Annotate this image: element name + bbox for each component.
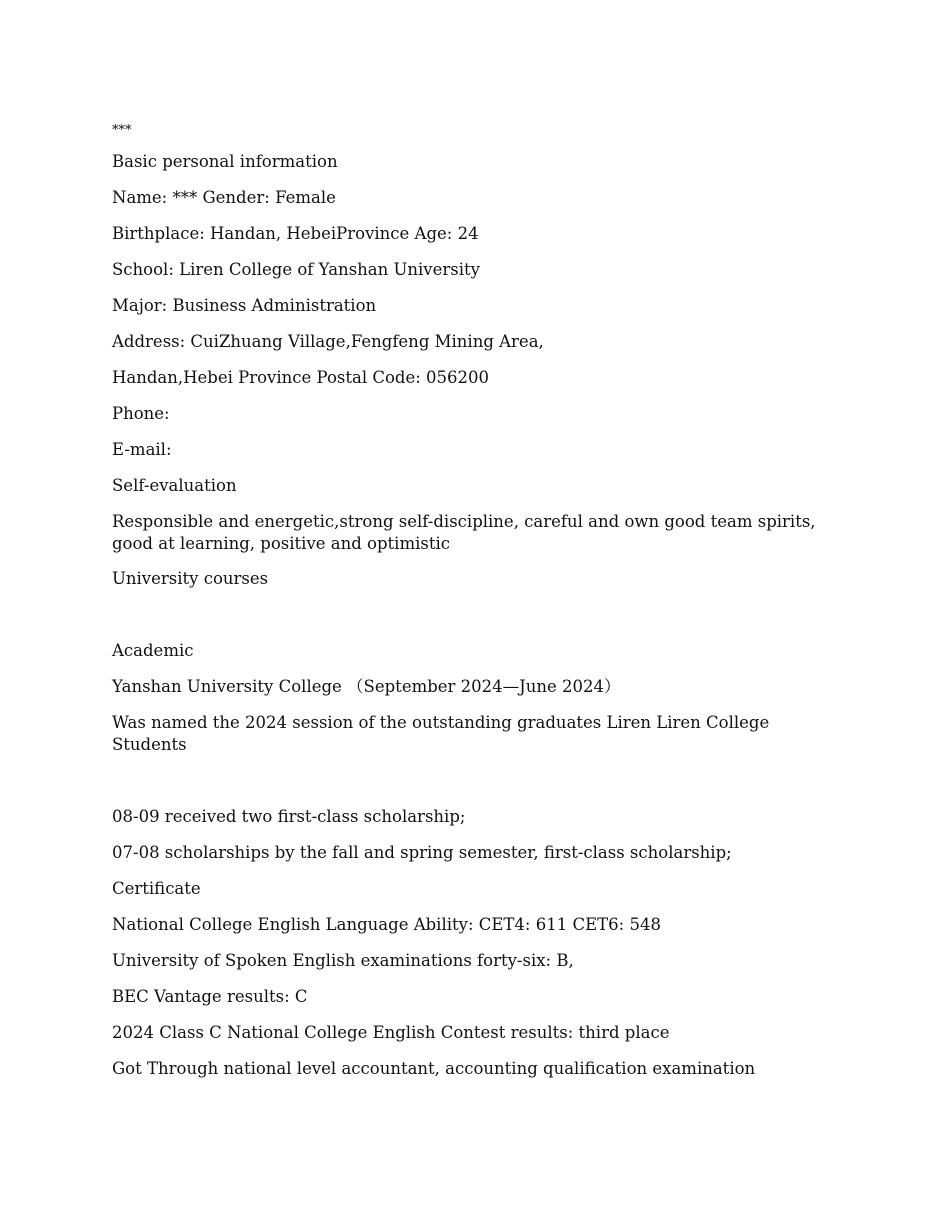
honor-line: Was named the 2024 session of the outstanding graduates Liren Liren College Students — [112, 713, 770, 754]
self-evaluation-text: Responsible and energetic,strong self-discipline, careful and own good team spirits, good at learning, positive and optimistic — [112, 512, 816, 553]
basic-info-heading: Basic personal information — [112, 152, 338, 171]
birthplace-age-line: Birthplace: Handan, HebeiProvince Age: 24 — [112, 224, 479, 243]
resume-document — [112, 120, 842, 1094]
blank-line — [112, 604, 842, 626]
certificate-item: 2024 Class C National College English Contest results: third place — [112, 1023, 670, 1042]
scholarship-line-1: 08-09 received two first-class scholarship; — [112, 807, 466, 826]
certificate-item: Got Through national level accountant, accounting qualification examination — [112, 1059, 756, 1078]
college-line: Yanshan University College （September 2024—June 2024） — [112, 677, 621, 696]
major-line: Major: Business Administration — [112, 296, 377, 315]
name-gender-line: Name: *** Gender: Female — [112, 188, 336, 207]
certificate-item: BEC Vantage results: C — [112, 987, 308, 1006]
certificate-item: University of Spoken English examinations forty-six: B, — [112, 951, 574, 970]
name-mask: *** — [112, 123, 132, 138]
academic-heading: Academic — [112, 641, 194, 660]
address-line-1: Address: CuiZhuang Village,Fengfeng Mining Area, — [112, 332, 544, 351]
phone-line: Phone: — [112, 404, 170, 423]
school-line: School: Liren College of Yanshan University — [112, 260, 480, 279]
blank-line — [112, 770, 842, 792]
certificate-heading: Certificate — [112, 879, 201, 898]
address-line-2: Handan,Hebei Province Postal Code: 056200 — [112, 368, 490, 387]
self-evaluation-heading: Self-evaluation — [112, 476, 237, 495]
scholarship-line-2: 07-08 scholarships by the fall and spring semester, first-class scholarship; — [112, 843, 732, 862]
email-line: E-mail: — [112, 440, 172, 459]
certificate-item: National College English Language Ability: CET4: 611 CET6: 548 — [112, 915, 661, 934]
courses-heading: University courses — [112, 569, 269, 588]
